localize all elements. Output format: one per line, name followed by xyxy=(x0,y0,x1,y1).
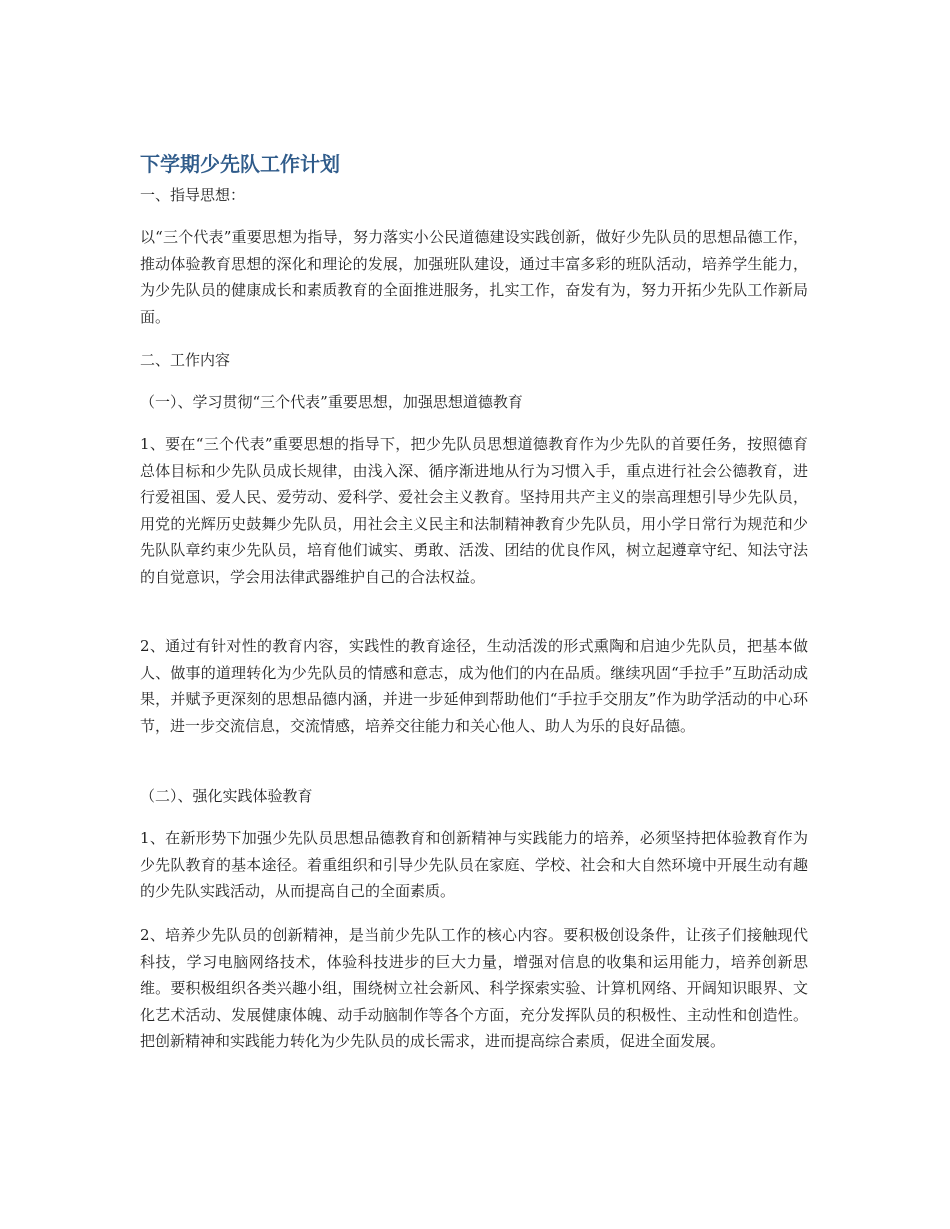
subsection-heading-moral-education: （一）、学习贯彻“三个代表”重要思想，加强思想道德教育 xyxy=(140,393,523,411)
subsection-heading-practice-education: （二）、强化实践体验教育 xyxy=(140,787,313,805)
paragraph-moral-education-2: 2、通过有针对性的教育内容，实践性的教育途径，生动活泼的形式熏陶和启迪少先队员，把基本做人、做事的道理转化为少先队员的情感和意志，成为他们的内在品质。继续巩固“手拉手”互助活动成果，并赋予更深刻的思想品德内涵，并进一步延伸到帮助他们“手拉手交朋友”作为助学活动的中心环节，进一步交流信息，交流情感，培养交往能力和关心他人、助人为乐的良好品德。 xyxy=(140,637,808,735)
paragraph-practice-education-1: 1、在新形势下加强少先队员思想品德教育和创新精神与实践能力的培养，必须坚持把体验教育作为少先队教育的基本途径。着重组织和引导少先队员在家庭、学校、社会和大自然环境中开展生动有趣的少先队实践活动，从而提高自己的全面素质。 xyxy=(140,829,808,900)
document-title: 下学期少先队工作计划 xyxy=(140,152,340,176)
paragraph-moral-education-1: 1、要在“三个代表”重要思想的指导下，把少先队员思想道德教育作为少先队的首要任务，按照德育总体目标和少先队员成长规律，由浅入深、循序渐进地从行为习惯入手，重点进行社会公德教育，进行爱祖国、爱人民、爱劳动、爱科学、爱社会主义教育。坚持用共产主义的崇高理想引导少先队员，用党的光辉历史鼓舞少先队员，用社会主义民主和法制精神教育少先队员，用小学日常行为规范和少先队队章约束少先队员，培育他们诚实、勇敢、活泼、团结的优良作风，树立起遵章守纪、知法守法的自觉意识，学会用法律武器维护自己的合法权益。 xyxy=(140,435,808,586)
paragraph-practice-education-2: 2、培养少先队员的创新精神，是当前少先队工作的核心内容。要积极创设条件，让孩子们接触现代科技，学习电脑网络技术，体验科技进步的巨大力量，增强对信息的收集和运用能力，培养创新思维。要积极组织各类兴趣小组，围绕树立社会新风、科学探索实验、计算机网络、开阔知识眼界、文化艺术活动、发展健康体魄、动手动脑制作等各个方面，充分发挥队员的积极性、主动性和创造性。把创新精神和实践能力转化为少先队员的成长需求，进而提高综合素质，促进全面发展。 xyxy=(140,926,808,1050)
section-heading-work-content: 二、工作内容 xyxy=(140,351,231,369)
paragraph-guiding-ideology: 以“三个代表”重要思想为指导，努力落实小公民道德建设实践创新，做好少先队员的思想品德工作，推动体验教育思想的深化和理论的发展，加强班队建设，通过丰富多彩的班队活动，培养学生能力，为少先队员的健康成长和素质教育的全面推进服务，扎实工作，奋发有为，努力开拓少先队工作新局面。 xyxy=(140,228,808,326)
section-heading-guiding-ideology: 一、指导思想： xyxy=(140,186,246,204)
